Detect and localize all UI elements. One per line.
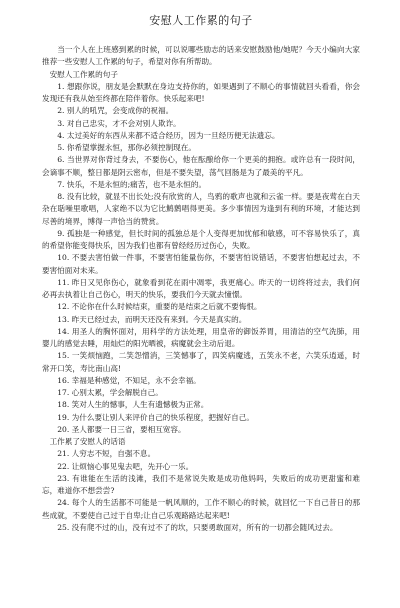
list-item: 16. 幸福是种感觉，不知足，永不会幸福。 xyxy=(57,375,201,385)
intro-paragraph: 当一个人在上班感到累的时候，可以说哪些励志的话来安慰鼓励他/她呢？今天小编向大家推荐一些安慰人工作累的句子，希望对你有所帮助。 xyxy=(42,45,360,67)
list-item: 5. 你希望掌握永恒，那你必须控制现在。 xyxy=(57,143,196,152)
list-item: 24. 每个人的生活都不可能是一帆风顺的，工作不顺心的时候，就回忆一下自己昔日的那些成就，不要使自己过于自卑;让自己乐观路路达起来吧! xyxy=(42,498,360,520)
list-item: 23. 有谁能在生活的浅滩，我们不是常说失败是成功他妈吗，失败后的成功更甜蜜和难忘，难道你不想尝尝? xyxy=(42,473,360,495)
section-heading: 安慰人工作累的句子 xyxy=(49,69,118,79)
list-item: 17. 心别太累，学会解脱自己。 xyxy=(57,388,163,397)
document-page xyxy=(42,8,360,602)
section-heading: 工作累了安慰人的话语 xyxy=(49,437,126,446)
list-item: 1. 想跟你说，朋友是会默默在身边支持你的，如果遇到了不顺心的事情就回头看看，你会发现还有我从始至终都在陪伴着你。快乐起来吧! xyxy=(42,81,360,103)
list-item: 6. 当世界对你背过身去，不要伤心，他在酝酿给你一个更美的拥抱。或许总有一段时间，会谪事不顺，整日都是阴云密布，但是不要失望，荡气回肠是为了最美的平凡。 xyxy=(42,155,360,177)
list-item: 15. 一笑烦恼跑，二笑怨憎消，三笑憾事了，四笑病魔逃，五笑永不老，六笑乐逍遥，时常开口笑，寿比南山高! xyxy=(42,351,360,373)
list-item: 12. 不论你在什么时候结束，重要的是结束之后就不要悔恨。 xyxy=(57,302,262,312)
list-item: 9. 孤独是一种感觉，但长时间的孤独总是个人变得更加忧郁和敏感，可不容易快乐了，真的希望你能变得快乐，因为我们也都有曾经经历过伤心，失败。 xyxy=(42,228,360,250)
list-item: 21. 人穷志不短，自强不息。 xyxy=(57,449,156,459)
list-item: 19. 为什么要让别人来评价自己的快乐程度，把握好自己。 xyxy=(57,412,254,422)
list-item: 11. 昨日又见你伤心，就象看到花在雨中凋零，我更痛心。昨天的一切终将过去，我们何必再去执着让自己伤心，明天的快乐，要我们今天就去憧憬。 xyxy=(42,277,360,299)
list-item: 20. 圣人都要一日三省，要相互宽容。 xyxy=(57,424,186,434)
list-item: 4. 太过美好的东西从来都不适合经历，因为一旦经历便无法遗忘。 xyxy=(57,130,280,140)
document-title: 安慰人工作累的句子 xyxy=(149,14,253,27)
list-item: 25. 没有爬不过的山，没有过不了的坎，只要勇敢面对，所有的一切都会随风过去。 xyxy=(57,522,338,532)
list-item: 8. 没有比较，就显不出长处;没有欣赏的人，鸟鸦的歌声也就和云雀一样。要是夜莺在白天杂在聒噪里歌唱，人家绝不以为它比鹪鹩唱得更美。多少事情因为逢到有利的环境，才能达到尽善的境界，博得一声恰当的赞赏。 xyxy=(42,192,360,226)
list-item: 7. 快乐，不是永恒的;痛苦，也不是永恒的。 xyxy=(57,179,207,189)
list-item: 22. 让烦恼心事见鬼去吧，先开心一乐。 xyxy=(57,461,194,471)
list-item: 18. 笑对人生的憾事，人生有遗憾极为正常。 xyxy=(57,400,209,410)
list-item: 14. 用圣人的胸怀面对，用科学的方法处理，用皇帝的御饭养胃，用清洁的空气洗肺，用婴儿的感觉去睡，用灿烂的阳光晒被，病魔就会主动后退。 xyxy=(42,326,360,348)
list-item: 13. 昨天已经过去，而明天还没有来到。今天是真实的。 xyxy=(57,314,247,324)
list-item: 2. 别人的吼咒，会变成你的祝福。 xyxy=(57,106,174,116)
list-item: 10. 不要去害怕做一件事，不要害怕能量伤你，不要害怕说错话，不要害怕想起过去，不要害怕面对未来。 xyxy=(42,253,360,275)
list-item: 3. 对自己忠实，才不会对别人欺诈。 xyxy=(57,118,181,128)
